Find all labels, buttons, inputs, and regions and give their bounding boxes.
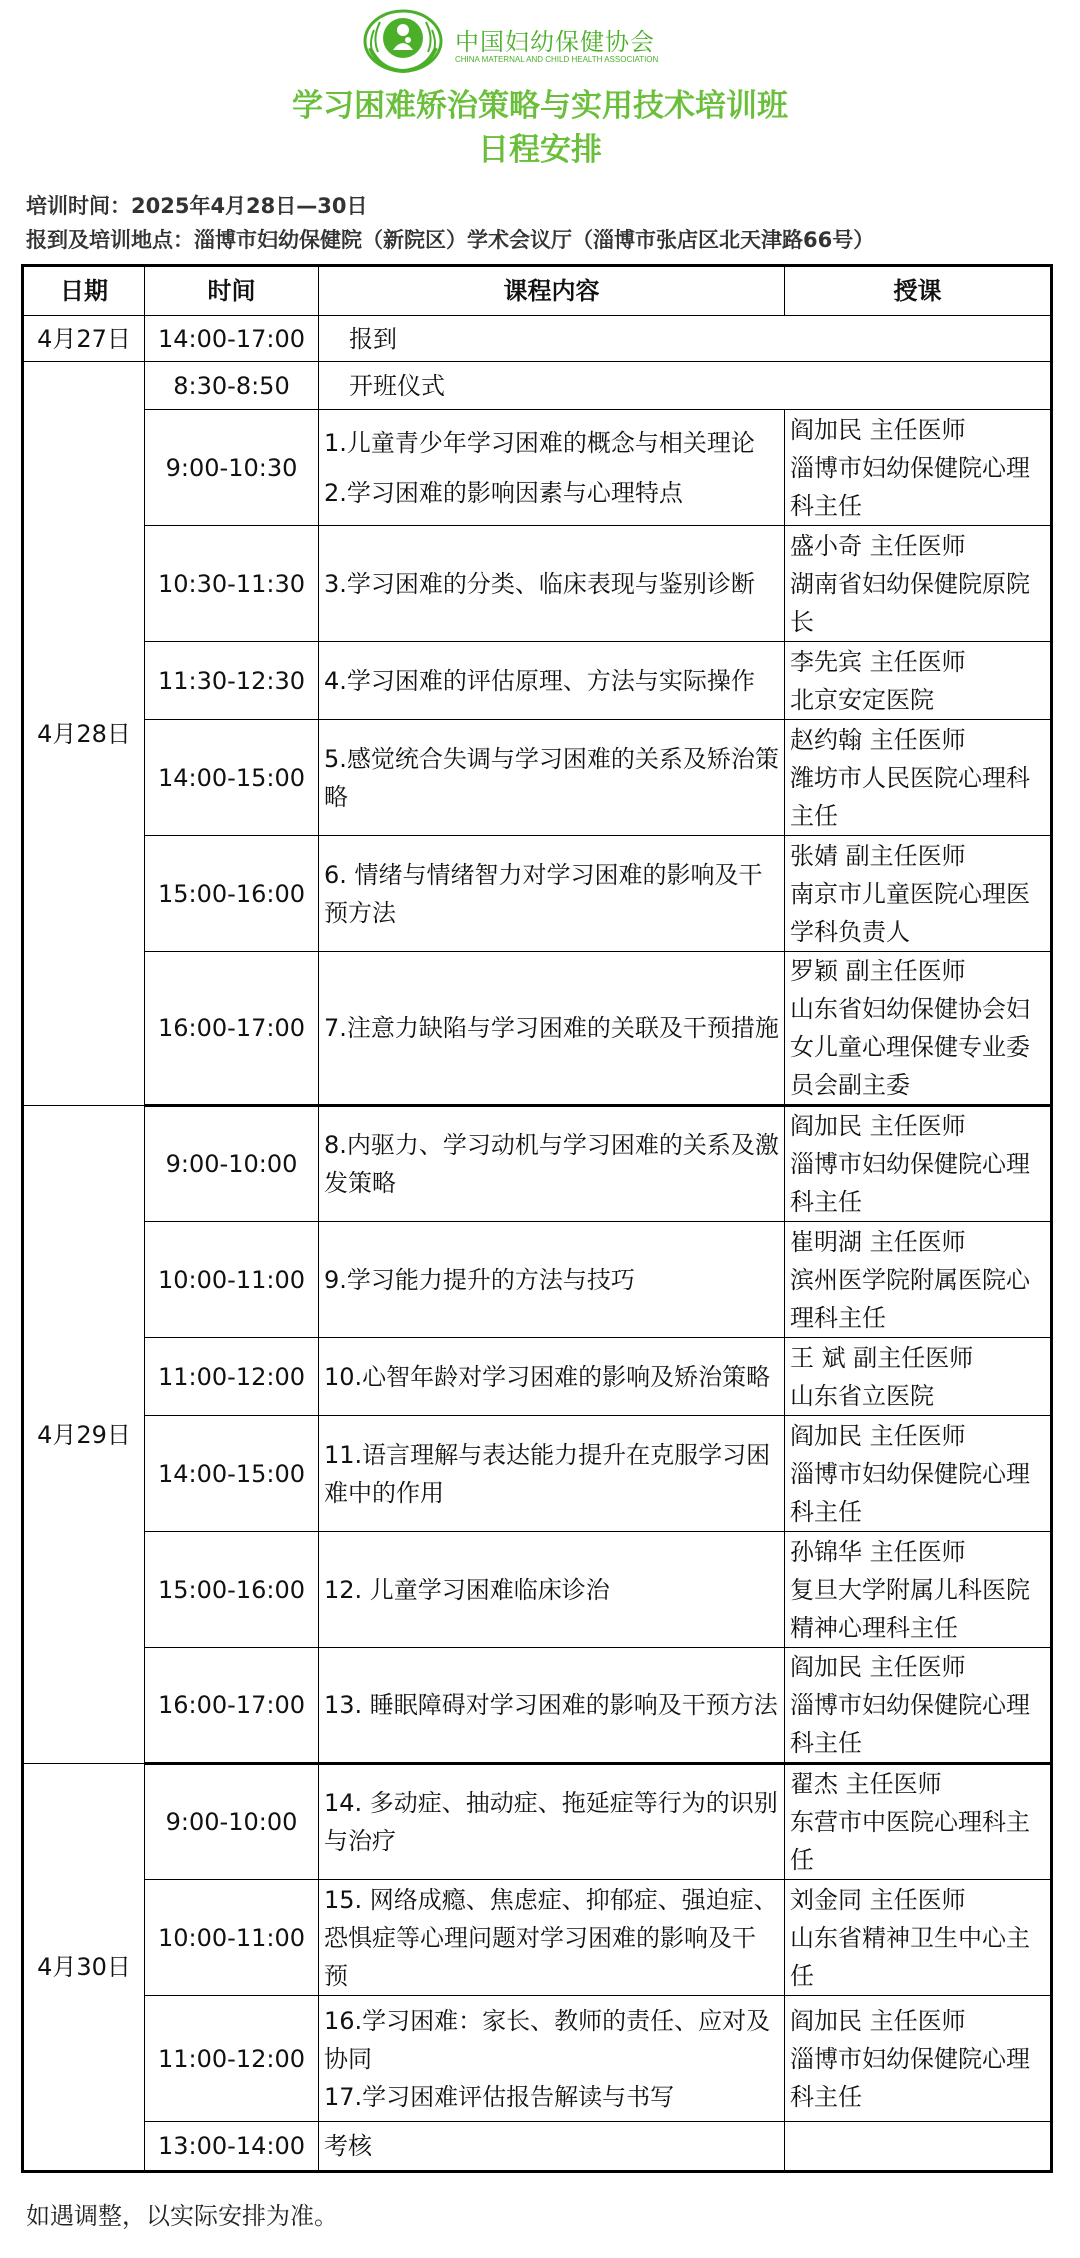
table-row bbox=[23, 1338, 1052, 1416]
course-cell: 3.学习困难的分类、临床表现与鉴别诊断 bbox=[319, 526, 785, 642]
association-logo-icon bbox=[360, 8, 446, 74]
course-cell: 11.语言理解与表达能力提升在克服学习困难中的作用 bbox=[319, 1416, 785, 1532]
course-item: 2.学习困难的影响因素与心理特点 bbox=[324, 478, 683, 507]
time-cell: 15:00-16:00 bbox=[145, 836, 319, 952]
course-cell: 7.注意力缺陷与学习困难的关联及干预措施 bbox=[319, 952, 785, 1106]
course-cell: 报到 bbox=[319, 316, 1052, 362]
teacher-cell: 罗颖 副主任医师 山东省妇幼保健协会妇女儿童心理保健专业委员会副主委 bbox=[785, 952, 1052, 1106]
course-cell: 6. 情绪与情绪智力对学习困难的影响及干预方法 bbox=[319, 836, 785, 952]
training-time: 培训时间：2025年4月28日—30日 bbox=[26, 194, 368, 218]
header-course: 课程内容 bbox=[319, 266, 785, 316]
teacher-cell: 阎加民 主任医师 淄博市妇幼保健院心理科主任 bbox=[785, 1648, 1052, 1764]
time-cell: 14:00-15:00 bbox=[145, 1416, 319, 1532]
teacher-cell: 赵约翰 主任医师 潍坊市人民医院心理科主任 bbox=[785, 720, 1052, 836]
table-row bbox=[23, 2122, 1052, 2172]
time-cell: 8:30-8:50 bbox=[145, 362, 319, 410]
course-cell bbox=[319, 410, 785, 526]
teacher-cell: 孙锦华 主任医师 复旦大学附属儿科医院精神心理科主任 bbox=[785, 1532, 1052, 1648]
course-cell: 12. 儿童学习困难临床诊治 bbox=[319, 1532, 785, 1648]
table-row bbox=[23, 410, 1052, 526]
time-cell: 15:00-16:00 bbox=[145, 1532, 319, 1648]
date-cell: 4月29日 bbox=[23, 1106, 145, 1764]
time-cell: 10:30-11:30 bbox=[145, 526, 319, 642]
table-row bbox=[23, 1880, 1052, 1996]
time-cell: 11:30-12:30 bbox=[145, 642, 319, 720]
course-item: 17.学习困难评估报告解读与书写 bbox=[324, 2082, 675, 2111]
page-title: 学习困难矫治策略与实用技术培训班 bbox=[292, 88, 788, 124]
time-cell: 16:00-17:00 bbox=[145, 952, 319, 1106]
teacher-cell: 阎加民 主任医师 淄博市妇幼保健院心理科主任 bbox=[785, 410, 1052, 526]
table-row bbox=[23, 1416, 1052, 1532]
footer-note: 如遇调整，以实际安排为准。 bbox=[26, 2202, 338, 2230]
teacher-cell: 盛小奇 主任医师 湖南省妇幼保健院原院长 bbox=[785, 526, 1052, 642]
course-cell: 4.学习困难的评估原理、方法与实际操作 bbox=[319, 642, 785, 720]
course-cell bbox=[319, 1996, 785, 2122]
date-cell: 4月28日 bbox=[23, 362, 145, 1106]
table-row bbox=[23, 1764, 1052, 1880]
course-cell: 10.心智年龄对学习困难的影响及矫治策略 bbox=[319, 1338, 785, 1416]
course-cell: 13. 睡眠障碍对学习困难的影响及干预方法 bbox=[319, 1648, 785, 1764]
time-cell: 13:00-14:00 bbox=[145, 2122, 319, 2172]
table-row bbox=[23, 836, 1052, 952]
header-teacher: 授课 bbox=[785, 266, 1052, 316]
header-logo-row bbox=[0, 8, 1080, 74]
date-cell: 4月30日 bbox=[23, 1764, 145, 2172]
table-row bbox=[23, 316, 1052, 362]
table-row bbox=[23, 1648, 1052, 1764]
teacher-cell: 崔明湖 主任医师 滨州医学院附属医院心理科主任 bbox=[785, 1222, 1052, 1338]
course-cell: 5.感觉统合失调与学习困难的关系及矫治策略 bbox=[319, 720, 785, 836]
time-cell: 10:00-11:00 bbox=[145, 1222, 319, 1338]
course-cell: 14. 多动症、抽动症、拖延症等行为的识别与治疗 bbox=[319, 1764, 785, 1880]
table-row bbox=[23, 952, 1052, 1106]
teacher-cell: 刘金同 主任医师 山东省精神卫生中心主任 bbox=[785, 1880, 1052, 1996]
header-time: 时间 bbox=[145, 266, 319, 316]
time-cell: 9:00-10:00 bbox=[145, 1106, 319, 1222]
teacher-cell: 翟杰 主任医师 东营市中医院心理科主任 bbox=[785, 1764, 1052, 1880]
date-cell: 4月27日 bbox=[23, 316, 145, 362]
course-item: 16.学习困难：家长、教师的责任、应对及协同 bbox=[324, 2006, 771, 2073]
time-cell: 11:00-12:00 bbox=[145, 1996, 319, 2122]
teacher-cell: 王 斌 副主任医师 山东省立医院 bbox=[785, 1338, 1052, 1416]
teacher-cell: 阎加民 主任医师 淄博市妇幼保健院心理科主任 bbox=[785, 1106, 1052, 1222]
table-row bbox=[23, 720, 1052, 836]
time-cell: 14:00-15:00 bbox=[145, 720, 319, 836]
table-row bbox=[23, 642, 1052, 720]
table-row bbox=[23, 526, 1052, 642]
time-cell: 9:00-10:30 bbox=[145, 410, 319, 526]
course-cell: 15. 网络成瘾、焦虑症、抑郁症、强迫症、恐惧症等心理问题对学习困难的影响及干预 bbox=[319, 1880, 785, 1996]
time-cell: 14:00-17:00 bbox=[145, 316, 319, 362]
time-cell: 10:00-11:00 bbox=[145, 1880, 319, 1996]
course-cell: 考核 bbox=[319, 2122, 785, 2172]
teacher-cell: 阎加民 主任医师 淄博市妇幼保健院心理科主任 bbox=[785, 1416, 1052, 1532]
course-cell: 9.学习能力提升的方法与技巧 bbox=[319, 1222, 785, 1338]
teacher-cell: 李先宾 主任医师 北京安定医院 bbox=[785, 642, 1052, 720]
page-subtitle: 日程安排 bbox=[478, 132, 602, 168]
time-cell: 11:00-12:00 bbox=[145, 1338, 319, 1416]
table-row bbox=[23, 1222, 1052, 1338]
teacher-cell: 张婧 副主任医师 南京市儿童医院心理医学科负责人 bbox=[785, 836, 1052, 952]
course-cell: 开班仪式 bbox=[319, 362, 1052, 410]
table-row bbox=[23, 1532, 1052, 1648]
header-date: 日期 bbox=[23, 266, 145, 316]
schedule-table bbox=[21, 264, 1053, 2173]
table-row bbox=[23, 362, 1052, 410]
table-header-row bbox=[23, 266, 1052, 316]
teacher-cell: 阎加民 主任医师 淄博市妇幼保健院心理科主任 bbox=[785, 1996, 1052, 2122]
time-cell: 16:00-17:00 bbox=[145, 1648, 319, 1764]
time-cell: 9:00-10:00 bbox=[145, 1764, 319, 1880]
table-row bbox=[23, 1106, 1052, 1222]
org-name-en: CHINA MATERNAL AND CHILD HEALTH ASSOCIATION bbox=[455, 55, 659, 64]
course-cell: 8.内驱力、学习动机与学习困难的关系及激发策略 bbox=[319, 1106, 785, 1222]
teacher-cell bbox=[785, 2122, 1052, 2172]
table-row bbox=[23, 1996, 1052, 2122]
course-item: 1.儿童青少年学习困难的概念与相关理论 bbox=[324, 428, 755, 457]
org-name-cn: 中国妇幼保健协会 bbox=[455, 28, 655, 56]
training-location: 报到及培训地点：淄博市妇幼保健院（新院区）学术会议厅（淄博市张店区北天津路66号） bbox=[26, 228, 875, 252]
